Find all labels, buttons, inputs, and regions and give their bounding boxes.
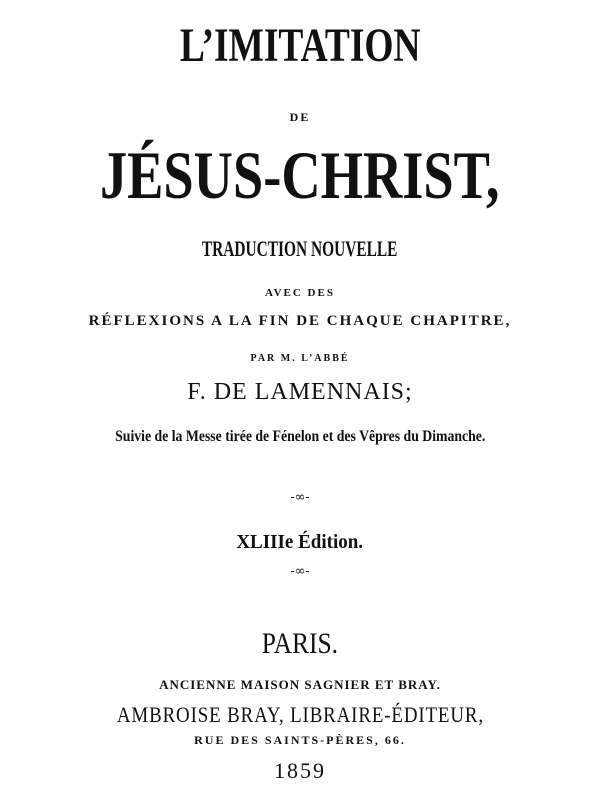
imprint-year: 1859: [274, 758, 326, 783]
supplement-note: Suivie de la Messe tirée de Fénelon et des Vêpres du Dimanche.: [114, 428, 486, 445]
imprint-address: RUE DES SAINTS-PÈRES, 66.: [194, 733, 406, 747]
byline-par: PAR M. L’ABBÉ: [250, 353, 350, 364]
imprint-publisher: AMBROISE BRAY, LIBRAIRE-ÉDITEUR,: [116, 702, 484, 727]
imprint-city: PARIS.: [261, 627, 339, 660]
subtitle-traduction: TRADUCTION NOUVELLE: [202, 236, 398, 261]
edition-label: XLIIIe Édition.: [236, 531, 364, 553]
ornament-divider-top: -∞-: [290, 490, 310, 505]
ornament-divider-bottom: -∞-: [290, 564, 310, 579]
subtitle-avec-des: AVEC DES: [265, 287, 335, 299]
imprint-former-house: ANCIENNE MAISON SAGNIER ET BRAY.: [159, 677, 441, 692]
title-connector-de: DE: [289, 110, 311, 124]
author-name: F. DE LAMENNAIS;: [187, 379, 413, 405]
subtitle-reflexions: RÉFLEXIONS A LA FIN DE CHAQUE CHAPITRE,: [88, 313, 512, 329]
title-line-imitation: L’IMITATION: [179, 19, 421, 72]
title-line-jesus-christ: JÉSUS-CHRIST,: [100, 137, 500, 213]
